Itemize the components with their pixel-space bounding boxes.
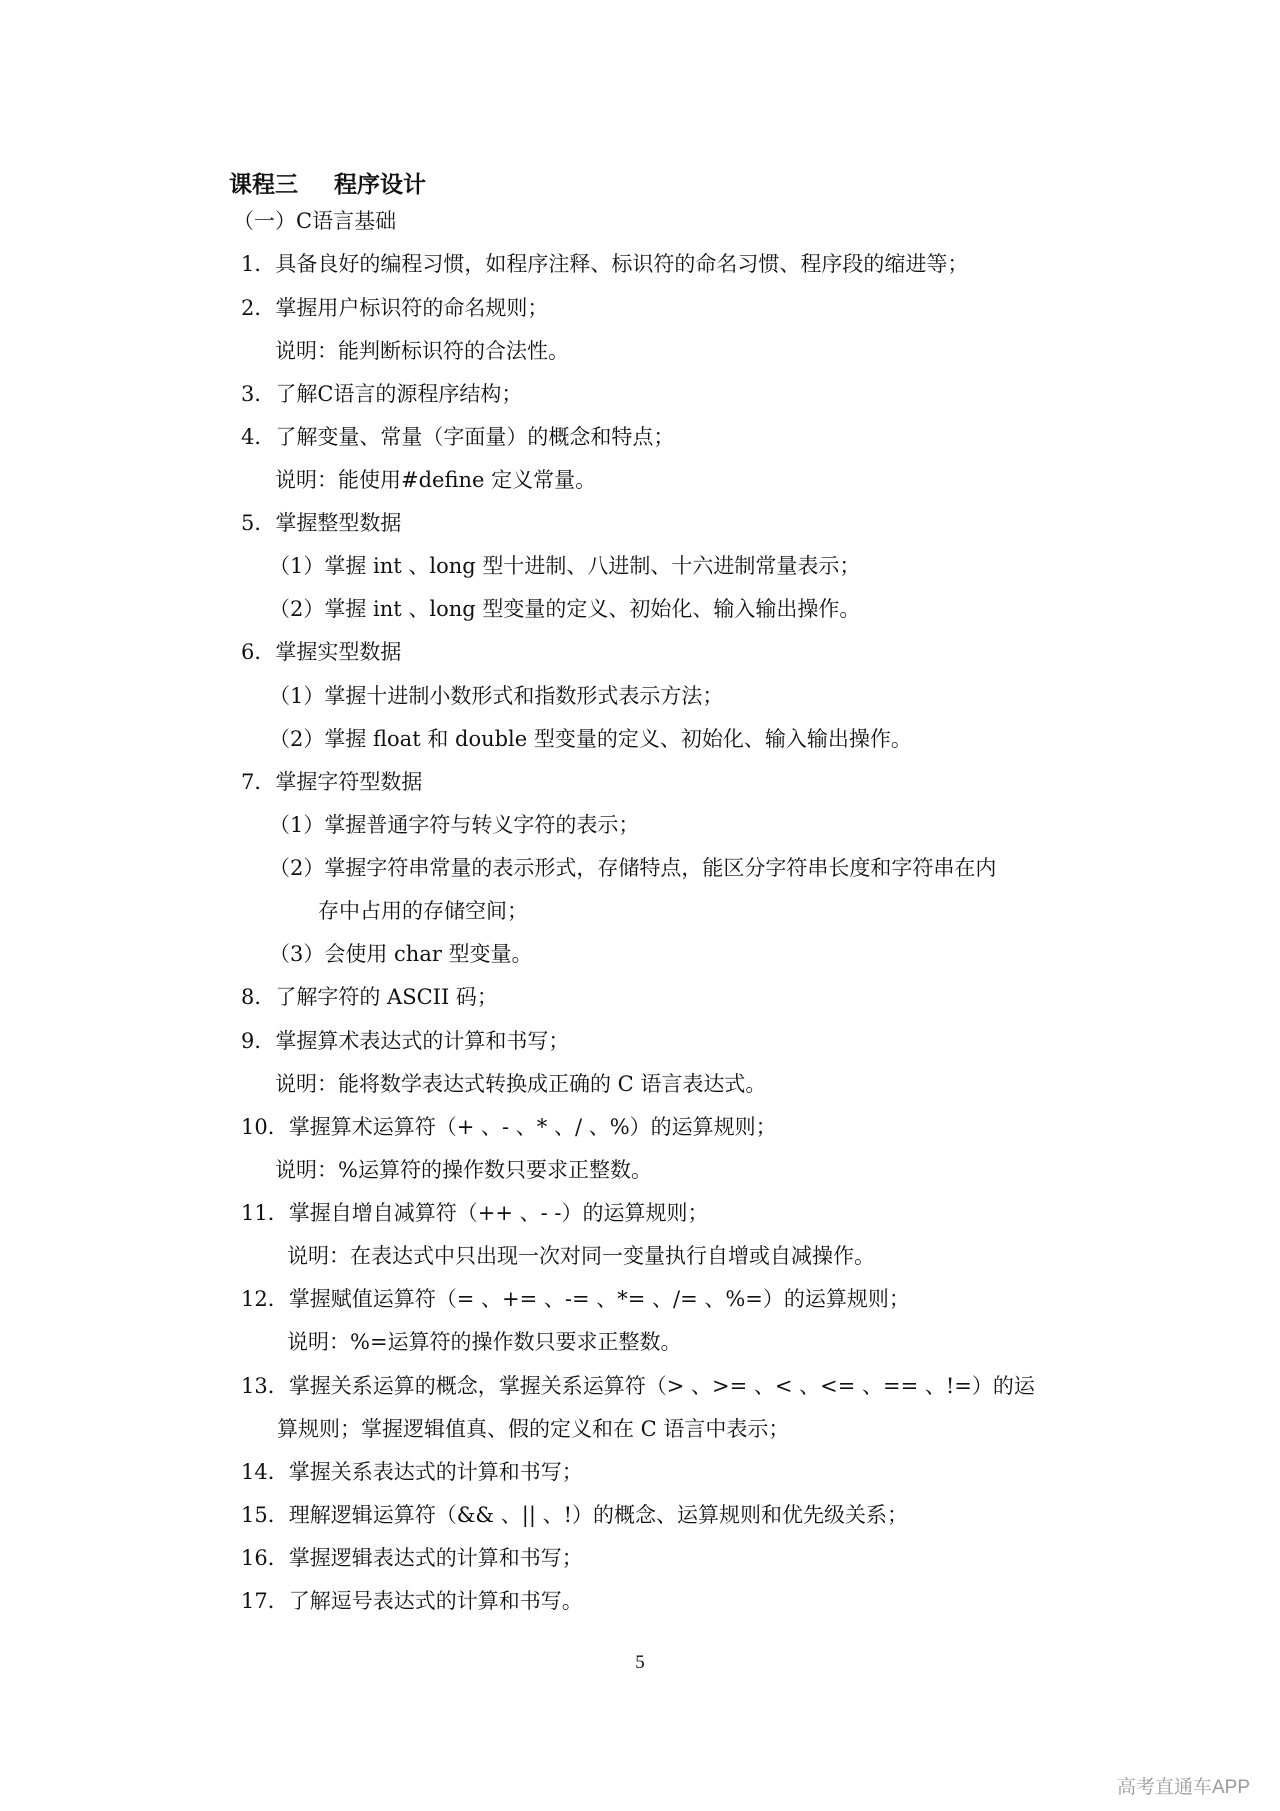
page-number: 5: [635, 1652, 645, 1673]
list-item: 7．掌握字符型数据: [241, 770, 423, 794]
list-item: 4．了解变量、常量（字面量）的概念和特点；: [241, 425, 675, 449]
course-title: 程序设计: [334, 171, 426, 198]
list-item: 2．掌握用户标识符的命名规则；: [241, 296, 549, 320]
note-line: 说明：能使用#define 定义常量。: [275, 468, 597, 492]
note-line: 说明：%=运算符的操作数只要求正整数。: [287, 1330, 682, 1354]
sub-list-item: （2）掌握字符串常量的表示形式，存储特点，能区分字符串长度和字符串在内: [269, 856, 997, 880]
course-label: 课程三: [229, 171, 298, 198]
sub-list-item: （1）掌握普通字符与转义字符的表示；: [269, 813, 640, 837]
note-line: 说明：能判断标识符的合法性。: [275, 339, 569, 363]
list-item: 14．掌握关系表达式的计算和书写；: [241, 1460, 583, 1484]
note-line: 说明：%运算符的操作数只要求正整数。: [275, 1158, 652, 1182]
list-item: 13．掌握关系运算的概念，掌握关系运算符（> 、>= 、< 、<= 、== 、!=）的运: [241, 1374, 1035, 1398]
sub-list-item: （1）掌握 int 、long 型十进制、八进制、十六进制常量表示；: [269, 554, 861, 578]
list-item: 8．了解字符的 ASCII 码；: [241, 985, 498, 1009]
list-item: 15．理解逻辑运算符（&& 、|| 、!）的概念、运算规则和优先级关系；: [241, 1503, 909, 1527]
list-item: 6．掌握实型数据: [241, 640, 402, 664]
watermark: 高考直通车APP: [1116, 1777, 1250, 1798]
list-item: 5．掌握整型数据: [241, 511, 402, 535]
sub-list-item: （2）掌握 int 、long 型变量的定义、初始化、输入输出操作。: [269, 597, 861, 621]
sub-list-item: （3）会使用 char 型变量。: [269, 942, 533, 966]
list-item: 1．具备良好的编程习惯，如程序注释、标识符的命名习惯、程序段的缩进等；: [241, 252, 969, 276]
sub-list-item: （2）掌握 float 和 double 型变量的定义、初始化、输入输出操作。: [269, 727, 912, 751]
list-item: 16．掌握逻辑表达式的计算和书写；: [241, 1546, 583, 1570]
list-item: 3．了解C语言的源程序结构；: [241, 382, 523, 406]
list-item-continuation: 算规则；掌握逻辑值真、假的定义和在 C 语言中表示；: [277, 1417, 790, 1441]
list-item: 10．掌握算术运算符（+ 、- 、* 、/ 、%）的运算规则；: [241, 1115, 777, 1139]
list-item: 11．掌握自增自减算符（++ 、- -）的运算规则；: [241, 1201, 709, 1225]
sub-list-item: （1）掌握十进制小数形式和指数形式表示方法；: [269, 684, 724, 708]
section-heading: [229, 166, 426, 199]
list-item: 9．掌握算术表达式的计算和书写；: [241, 1029, 570, 1053]
note-line: 说明：在表达式中只出现一次对同一变量执行自增或自减操作。: [287, 1244, 875, 1268]
list-item: 12．掌握赋值运算符（= 、+= 、-= 、*= 、/= 、%=）的运算规则；: [241, 1287, 910, 1311]
note-line: 说明：能将数学表达式转换成正确的 C 语言表达式。: [275, 1072, 767, 1096]
sub-list-item-continuation: 存中占用的存储空间；: [318, 899, 528, 923]
subsection-title: （一）C语言基础: [233, 209, 397, 233]
list-item: 17．了解逗号表达式的计算和书写。: [241, 1589, 583, 1613]
